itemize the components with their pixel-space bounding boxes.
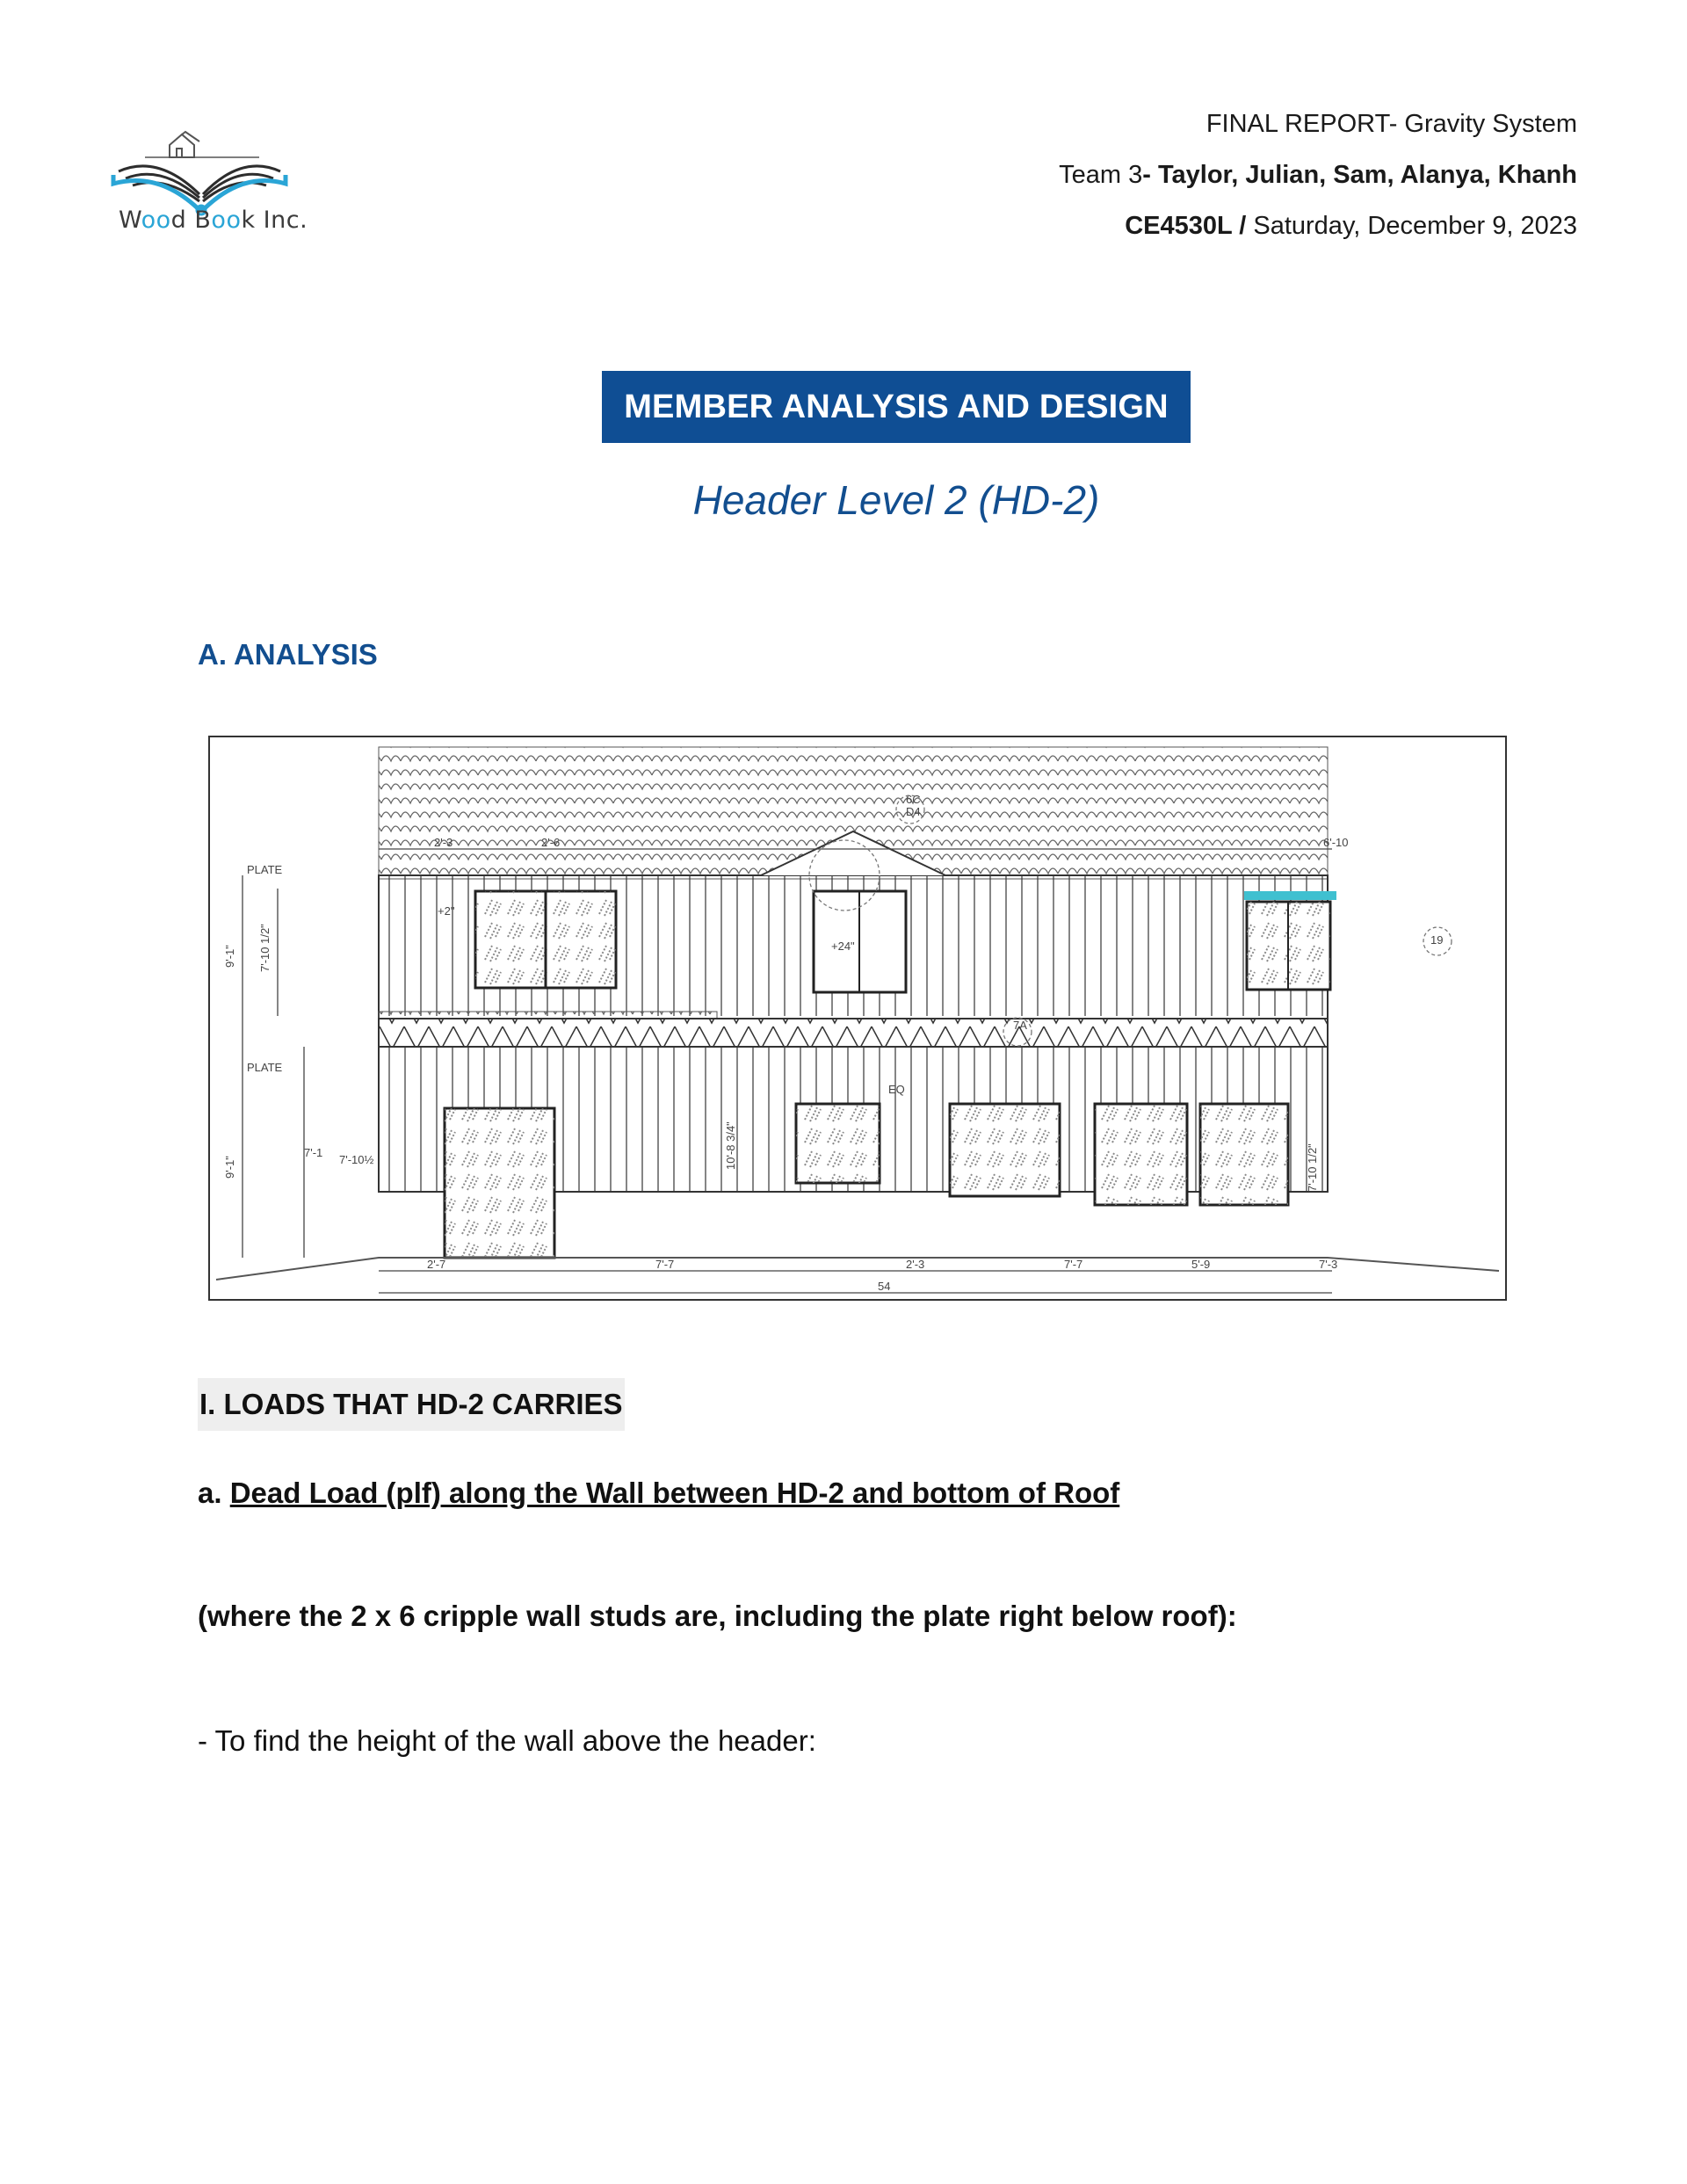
height-instruction: - To find the height of the wall above the header: (198, 1724, 816, 1757)
dim-label: 2'-3 (906, 1258, 925, 1271)
dim-label: 9'-1" (223, 945, 236, 968)
dim-label: 2'-3 (434, 836, 453, 849)
dim-label: 7'-10 1/2" (258, 924, 272, 972)
dim-label: 10'-8 3/4" (724, 1121, 737, 1170)
dim-label: 5'-9 (1191, 1258, 1211, 1271)
dim-label: 7'-10 1/2" (1306, 1143, 1319, 1192)
dim-label: 7'-7 (655, 1258, 675, 1271)
course-date-line: CE4530L / Saturday, December 9, 2023 (1125, 212, 1577, 240)
page-subtitle: Header Level 2 (HD-2) (692, 477, 1100, 523)
elevation-framing-drawing (207, 735, 1508, 1302)
open-book-house-icon (113, 132, 286, 214)
dim-label: 54 (878, 1280, 891, 1293)
dim-label: +24" (831, 940, 855, 953)
dim-label: 7'-1 (304, 1146, 323, 1159)
dim-label: 2'-7 (427, 1258, 446, 1271)
dim-label: +2" (438, 904, 455, 918)
detail-tag: 7A (1013, 1019, 1027, 1032)
report-title-line: FINAL REPORT- Gravity System (1206, 110, 1577, 138)
detail-tag: 19 (1430, 933, 1444, 947)
dim-label: 9'-1" (223, 1156, 236, 1179)
section-banner: MEMBER ANALYSIS AND DESIGN (602, 371, 1191, 443)
plate-label-top: PLATE (247, 863, 283, 876)
hd2-header-highlight (1244, 891, 1336, 900)
detail-tag: D4 (906, 805, 921, 818)
dim-label: 7'-10½ (339, 1153, 374, 1166)
section-heading-analysis: A. ANALYSIS (198, 638, 378, 671)
dead-load-heading: a. Dead Load (plf) along the Wall between HD-2 and bottom of Roof (198, 1477, 1120, 1509)
plate-label-mid: PLATE (247, 1061, 283, 1074)
dim-label: 2'-6 (541, 836, 561, 849)
loads-heading: I. LOADS THAT HD-2 CARRIES (198, 1378, 625, 1431)
dim-label: 7'-7 (1064, 1258, 1083, 1271)
team-line: Team 3- Taylor, Julian, Sam, Alanya, Khanh (1059, 161, 1577, 189)
dim-label: EQ (888, 1083, 905, 1096)
dim-label: 7'-3 (1319, 1258, 1338, 1271)
cripple-wall-note: (where the 2 x 6 cripple wall studs are, including the plate right below roof): (198, 1600, 1237, 1632)
dim-label: 6'-10 (1323, 836, 1349, 849)
detail-tag: 6C (906, 793, 921, 806)
company-name: Wood Book Inc. (119, 207, 308, 234)
